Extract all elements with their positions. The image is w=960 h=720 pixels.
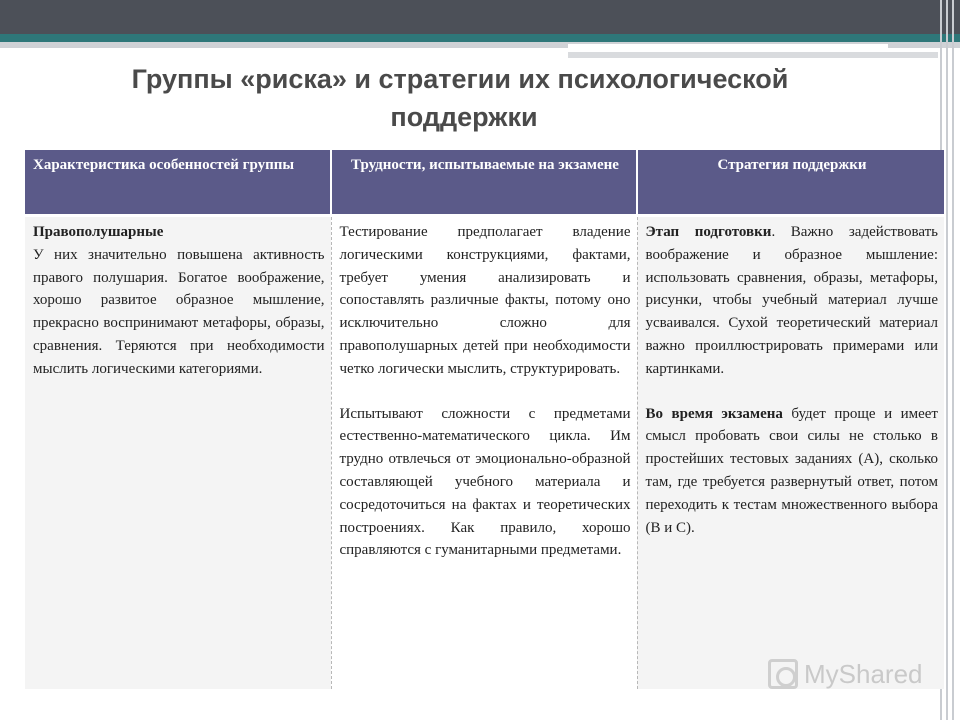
- stage-exam-text: будет проще и имеет смысл пробовать свои силы не столько в простейших тестовых заданиях (А), сколько там, где требуется развернутый ответ, потом переходить к тестам множественного выбора (В и С).: [645, 405, 938, 536]
- strategy-paragraph-2: [646, 403, 939, 540]
- top-banner: [0, 0, 960, 34]
- myshared-logo-icon: [768, 659, 798, 689]
- cell-difficulties: [331, 216, 637, 690]
- watermark: [768, 656, 923, 692]
- title-line-2: поддержки: [390, 102, 538, 132]
- table-header-row: [25, 150, 944, 216]
- slide-title: [40, 60, 880, 136]
- strategy-paragraph-1: [646, 221, 939, 381]
- cell-characteristics: [25, 216, 331, 690]
- title-line-1: Группы «риска» и стратегии их психологической: [131, 64, 789, 94]
- strategy-table: [25, 150, 944, 689]
- header-strategy: Стратегия поддержки: [637, 150, 944, 216]
- decor-bar-gray: [568, 52, 938, 58]
- top-accent-stripe: [0, 34, 960, 42]
- difficulties-paragraph-1: Тестирование предполагает владение логическими конструкциями, фактами, требует умения анализировать и сопоставлять различные факты, потому оно исключительно сложно для правополушарных детей при необходимости четко логически мыслить, структурировать.: [339, 224, 631, 377]
- stage-preparation-text: . Важно задействовать воображение и образное мышление: использовать сравнения, образы, метафоры, рисунки, чтобы учебный материал лучше усваивался. Сухой теоретический материал важно проиллюстрировать примерами или картинками.: [645, 224, 939, 377]
- header-characteristics: Характеристика особенностей группы: [25, 150, 331, 216]
- header-difficulties: Трудности, испытываемые на экзамене: [331, 150, 637, 216]
- decor-bar-white: [568, 44, 888, 52]
- group-description: У них значительно повышена активность правого полушария. Богатое воображение, хорошо развитое образное мышление, прекрасно воспринимают метафоры, образы, сравнения. Теряются при необходимости мыслить логическими категориями.: [33, 246, 325, 377]
- table-row: [25, 216, 944, 690]
- stage-preparation-label: Этап подготовки: [645, 224, 772, 240]
- difficulties-paragraph-2: Испытывают сложности с предметами естественно-математического цикла. Им трудно отвлечься от эмоционально-образной составляющей учебного материала и сосредоточиться на фактах и теоретических построениях. Как правило, хорошо справляются с гуманитарными предметами.: [339, 405, 631, 559]
- cell-strategy: [637, 216, 944, 690]
- stage-exam-label: Во время экзамена: [645, 405, 783, 422]
- group-heading: Правополушарные: [33, 224, 164, 240]
- watermark-text: MyShared: [804, 658, 923, 689]
